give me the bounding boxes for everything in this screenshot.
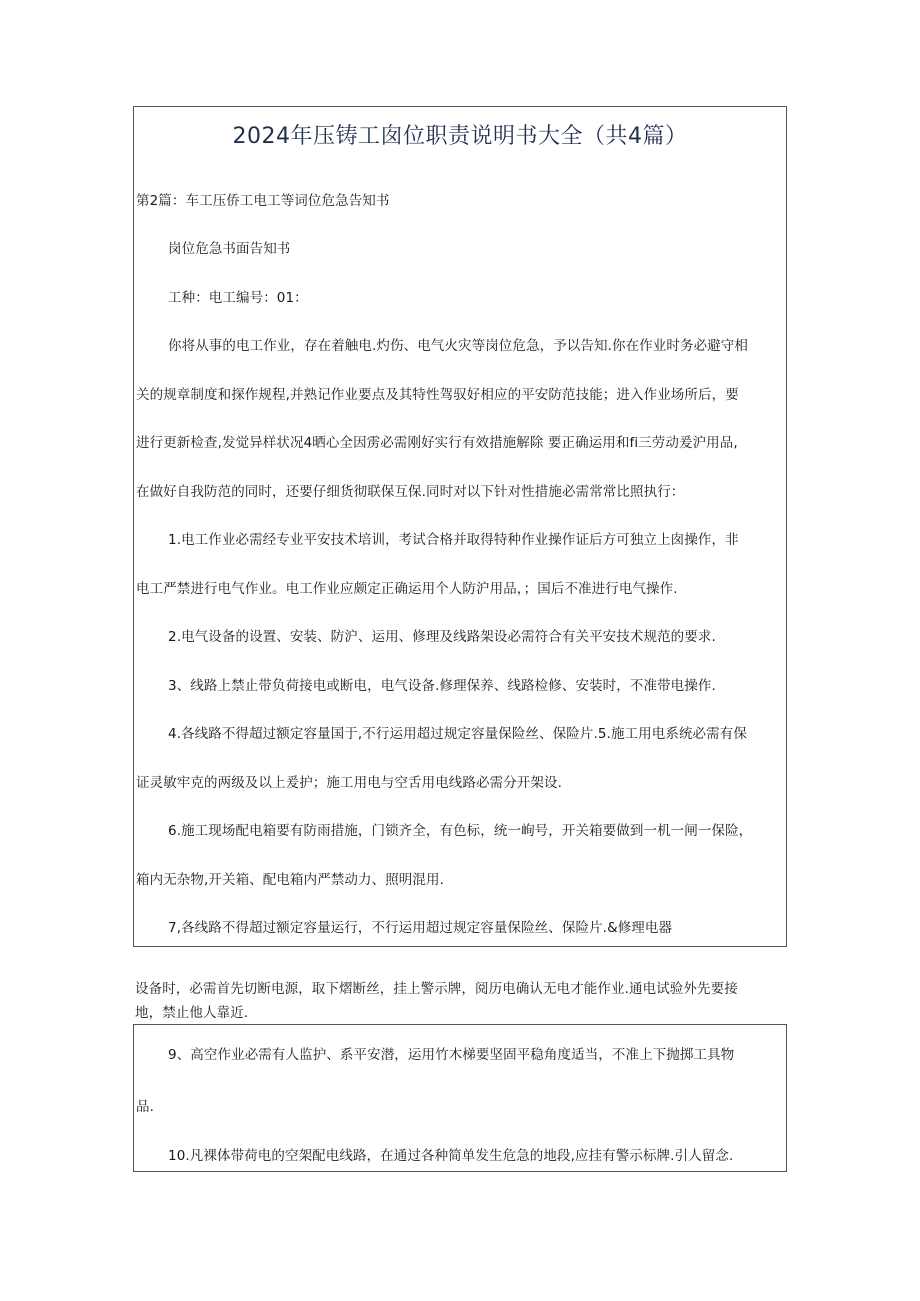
list-item-line: 4.各线路不得超过额定容量国于,不行运用超过规定容量保险丝、保险片.5.施工用电系统必需有保 [168, 726, 747, 742]
section-heading: 第2篇：车工压侨工电工等词位危急告知书 [136, 193, 390, 209]
list-item-line: 箱内无杂物,开关箱、配电箱内严禁动力、照明混用. [136, 872, 444, 888]
document-frame-top [133, 106, 787, 947]
paragraph-line: 关的规章制度和探作规程,并熟记作业要点及其特性驾驭好相应的平安防范技能；进入作业场所后，要 [136, 387, 739, 403]
list-item-line: 证灵敏牢克的两级及以上爰护；施工用电与空舌用电线路必需分开架设. [136, 775, 562, 791]
list-item-line: 电工严禁进行电气作业。电工作业应颇定正确运用个人防沪用品，；国后不准进行电气操作. [136, 581, 678, 597]
list-item-line: 3、线路上禁止带负荷接电或断电，电气设备.修理保养、线路检修、安装时，不准带电操作. [168, 678, 716, 694]
list-item-line: 2.电气设备的设置、安装、防沪、运用、修理及线路架设必需符合有关平安技术规范的要求. [168, 629, 716, 645]
continuation-line: 地，禁止他人靠近. [135, 1005, 249, 1021]
list-item-line: 7,各线路不得超过额定容量运行，不行运用超过规定容量保险丝、保险片.&修理电器 [168, 920, 673, 936]
paragraph-line: 进行更新检查,发觉异样状况4晒心全因雳必需刚好实行有效措施解除 要正确运用和fi三劳动爰沪用品, [136, 435, 738, 451]
continuation-line: 设备时，必需首先切断电源，取下熠断丝，挂上警示牌，阅历电确认无电才能作业.通电试验外先要接 [135, 981, 738, 997]
document-frame-bottom [133, 1024, 787, 1172]
paragraph-line: 你将从事的电工作业，存在着触电.灼伤、电气火灾等岗位危急，予以告知.你在作业时务必避守相 [168, 338, 748, 354]
job-line: 工种：电工编号：01： [168, 290, 308, 306]
list-item-line: 品. [136, 1099, 154, 1115]
document-title: 2024年压铸工囱位职责说明书大全（共4篇） [232, 124, 688, 149]
list-item-line: 9、高空作业必需有人监护、系平安潜，运用竹木梯要坚固平稳角度适当，不准上下抛掷工具物 [168, 1047, 735, 1063]
list-item-line: 10.凡裸体带荷电的空架配电线路，在通过各种简单发生危急的地段,应挂有警示标牌.引人留念. [168, 1148, 734, 1164]
sub-heading: 岗位危急书面告知书 [168, 241, 291, 257]
list-item-line: 1.电工作业必需经专业平安技术培训，考试合格并取得特种作业操作证后方可独立上囱操作，非 [168, 532, 739, 548]
paragraph-line: 在做好自我防范的同时，还要仔细货彻联保互保.同时对以下针对性措施必需常常比照执行： [136, 484, 685, 500]
list-item-line: 6.施工现场配电箱要有防雨措施，门锁齐全，有色标，统一峋号，开关箱要做到一机一闸一保险， [168, 823, 753, 839]
